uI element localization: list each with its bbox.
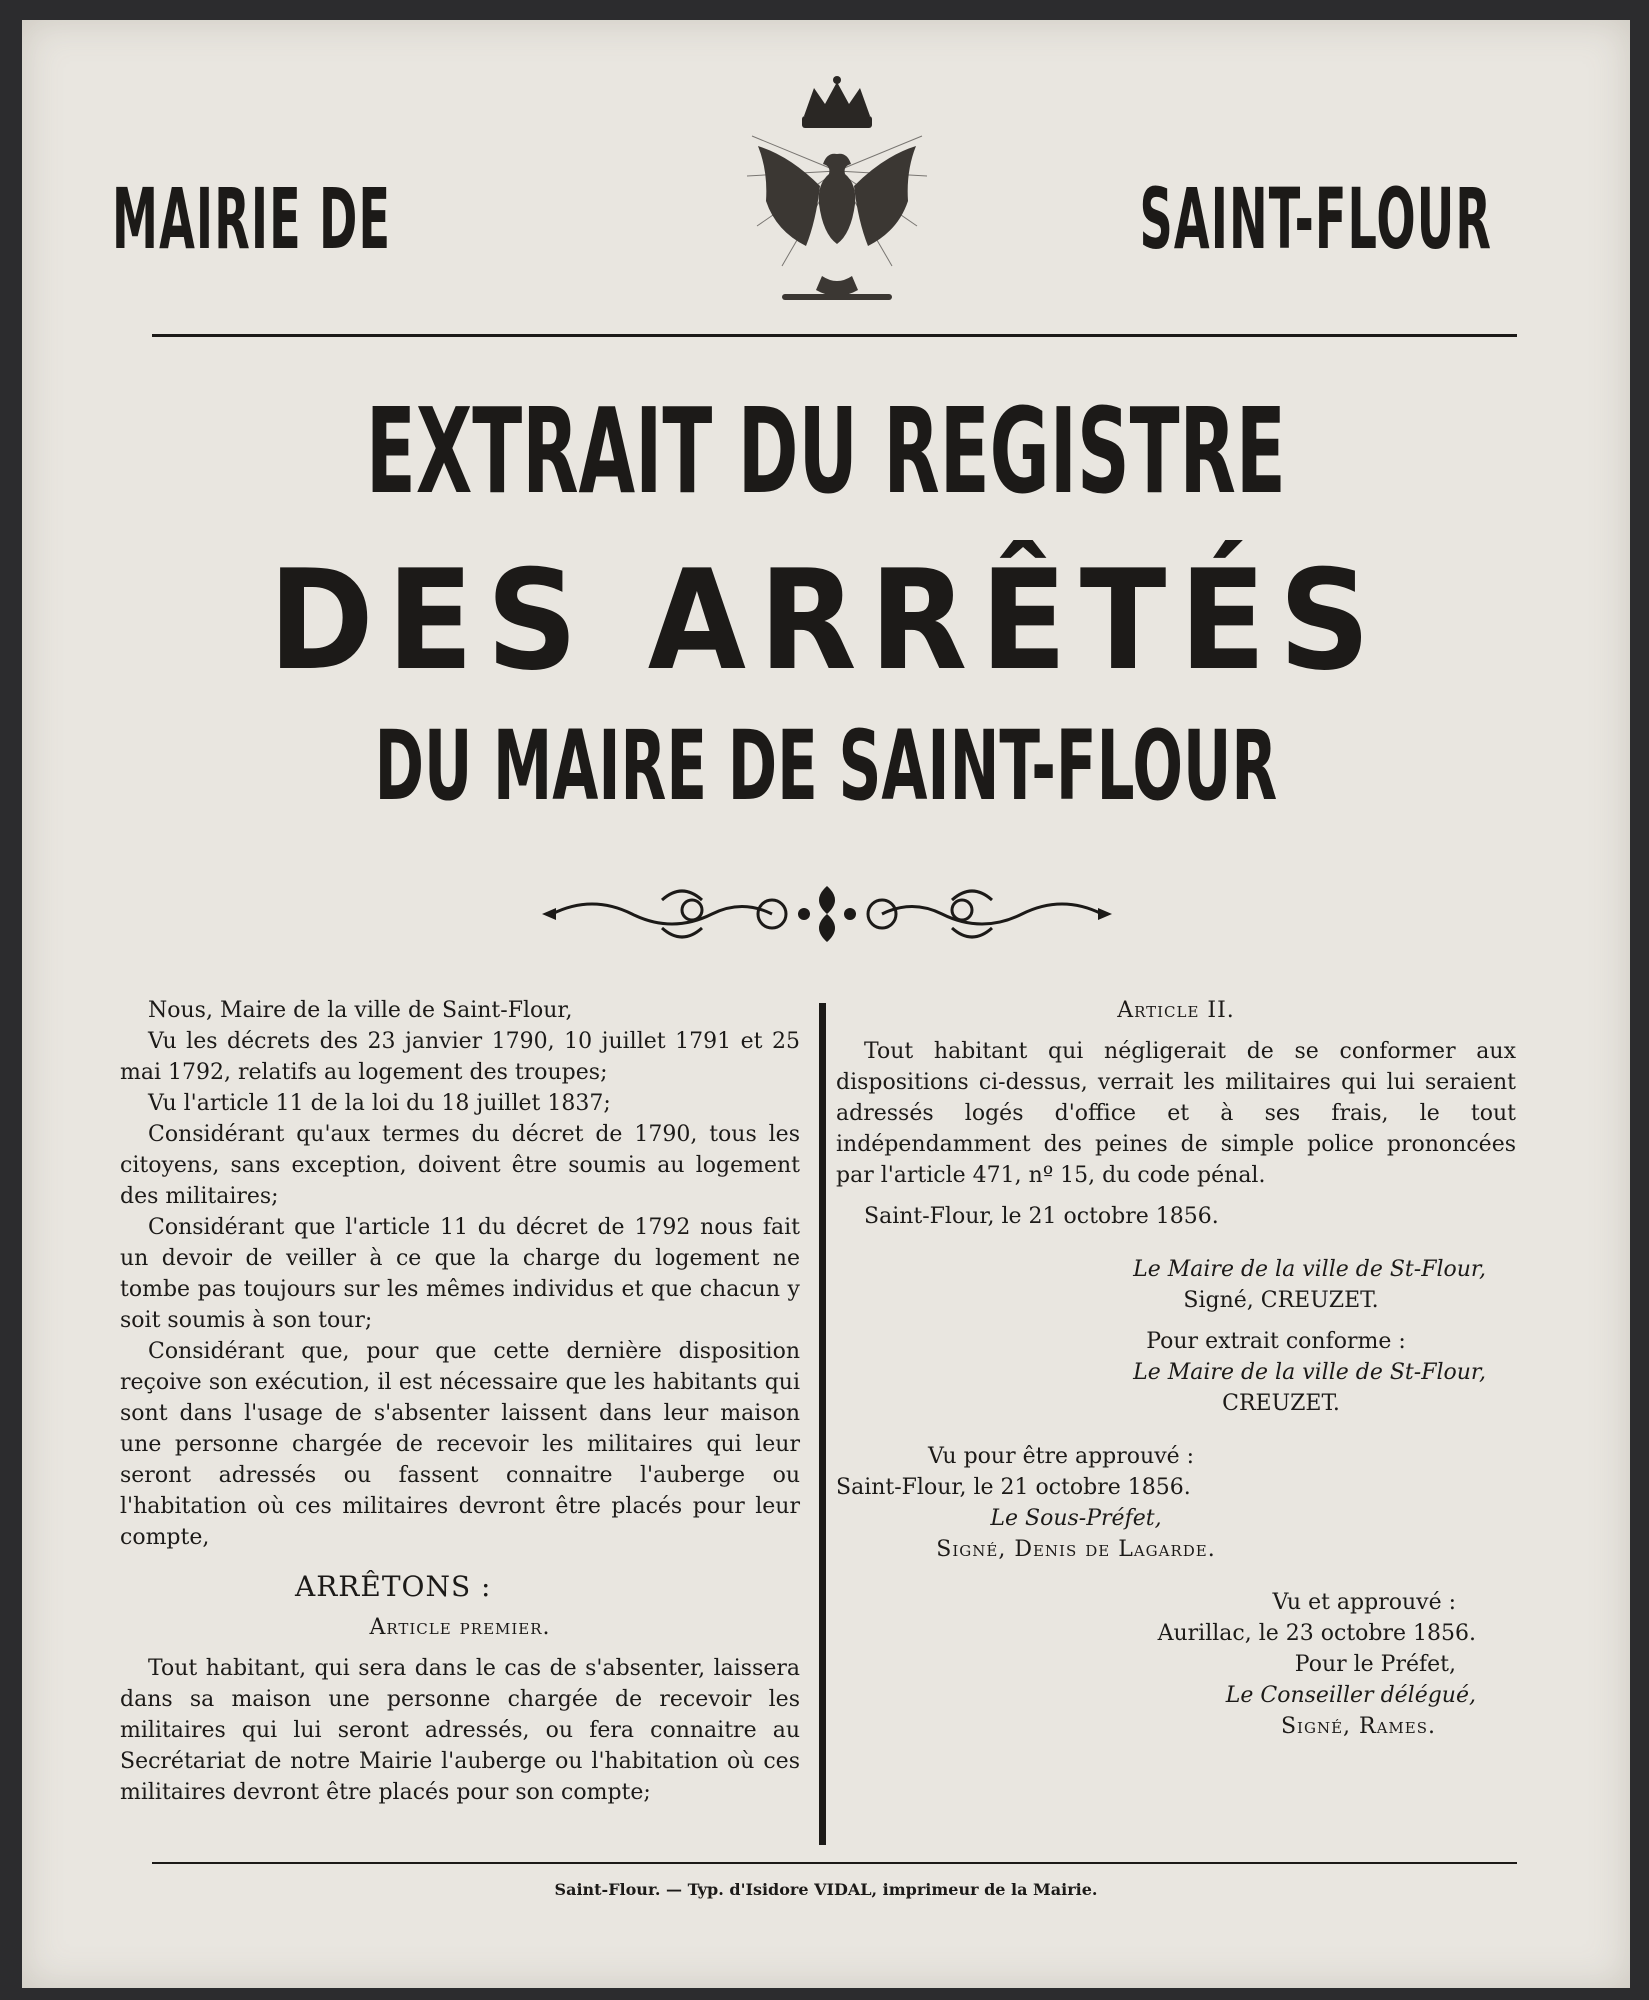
article-1-text: Tout habitant, qui sera dans le cas de s'absenter, laissera dans sa maison une personne chargée de recevoir les militaires qui lui seront adressés, ou fera connaitre au Secrétariat de notre Mairie l'auberge ou l'habitation où ces militaires devront être placés pour son compte; [120, 1656, 800, 1805]
signature-name: CREUZET. [1222, 1391, 1340, 1416]
text-paragraph: Considérant que, pour que cette dernière disposition reçoive son exécution, il est nécessaire que les habitants qui sont dans l'usage de s'absenter laissent dans leur maison une personne chargée de recevoir les militaires qui leur seront adressés ou fassent connaitre l'auberge ou l'habitation où ces militaires devront être placés pour leur compte, [120, 1339, 800, 1550]
printer-footer: Saint-Flour. — Typ. d'Isidore VIDAL, imprimeur de la Mairie. [554, 1880, 1098, 1899]
footer-rule [152, 1862, 1517, 1864]
signature-title: Le Maire de la ville de St-Flour, [1133, 1257, 1486, 1282]
extract-line: Pour extrait conforme : [1146, 1329, 1406, 1354]
approval-name: Signé, Rames. [1280, 1714, 1436, 1739]
approval-for: Pour le Préfet, [1294, 1652, 1456, 1677]
signature-name: Signé, CREUZET. [1183, 1288, 1379, 1313]
approval-date: Saint-Flour, le 21 octobre 1856. [836, 1475, 1191, 1500]
article-2-title: Article II. [1117, 998, 1235, 1023]
right-column [836, 995, 1516, 1742]
arretons-heading: ARRÊTONS : [295, 1570, 492, 1603]
header-right: SAINT-FLOUR [1139, 170, 1492, 268]
approval-line: Vu pour être approuvé : [927, 1444, 1195, 1469]
text-paragraph: Considérant qu'aux termes du décret de 1790, tous les citoyens, sans exception, doivent être soumis au logement des militaires; [120, 1122, 800, 1209]
approval-line: Vu et approuvé : [1272, 1590, 1456, 1615]
article-1-title: Article premier. [369, 1615, 551, 1640]
title-line-3: DU MAIRE DE SAINT-FLOUR [374, 710, 1278, 822]
date-line: Saint-Flour, le 21 octobre 1856. [864, 1204, 1219, 1229]
title-line-2: DES ARRÊTÉS [268, 540, 1384, 701]
left-column [120, 995, 800, 1808]
approval-date: Aurillac, le 23 octobre 1856. [1157, 1621, 1476, 1646]
text-paragraph: Considérant que l'article 11 du décret de 1792 nous fait un devoir de veiller à ce que la charge du logement ne tombe pas toujours sur les mêmes individus et que chacun y soit soumis à son tour; [120, 1215, 800, 1333]
signature-title: Le Maire de la ville de St-Flour, [1133, 1360, 1486, 1385]
header-left: MAIRIE DE [112, 170, 392, 268]
column-divider [819, 1003, 826, 1845]
text-paragraph: Nous, Maire de la ville de Saint-Flour, [148, 998, 573, 1023]
title-line-1: EXTRAIT DU REGISTRE [366, 382, 1286, 520]
poster-sheet [22, 20, 1630, 1988]
approval-title: Le Sous-Préfet, [990, 1506, 1162, 1531]
article-2-text: Tout habitant qui négligerait de se conformer aux dispositions ci-dessus, verrait les militaires qui lui seraient adressés logés d'office et à ses frais, le tout indépendamment des peines de simple police prononcées par l'article 471, nº 15, du code pénal. [836, 1039, 1516, 1188]
text-paragraph: Vu les décrets des 23 janvier 1790, 10 juillet 1791 et 25 mai 1792, relatifs au logement des troupes; [120, 1029, 800, 1085]
imperial-eagle-crown-icon [742, 76, 932, 336]
ornament-fleuron-icon [542, 880, 1112, 948]
approval-name: Signé, Denis de Lagarde. [936, 1537, 1216, 1562]
text-paragraph: Vu l'article 11 de la loi du 18 juillet 1837; [148, 1091, 611, 1116]
header-rule [152, 334, 1517, 337]
approval-title: Le Conseiller délégué, [1225, 1683, 1476, 1708]
